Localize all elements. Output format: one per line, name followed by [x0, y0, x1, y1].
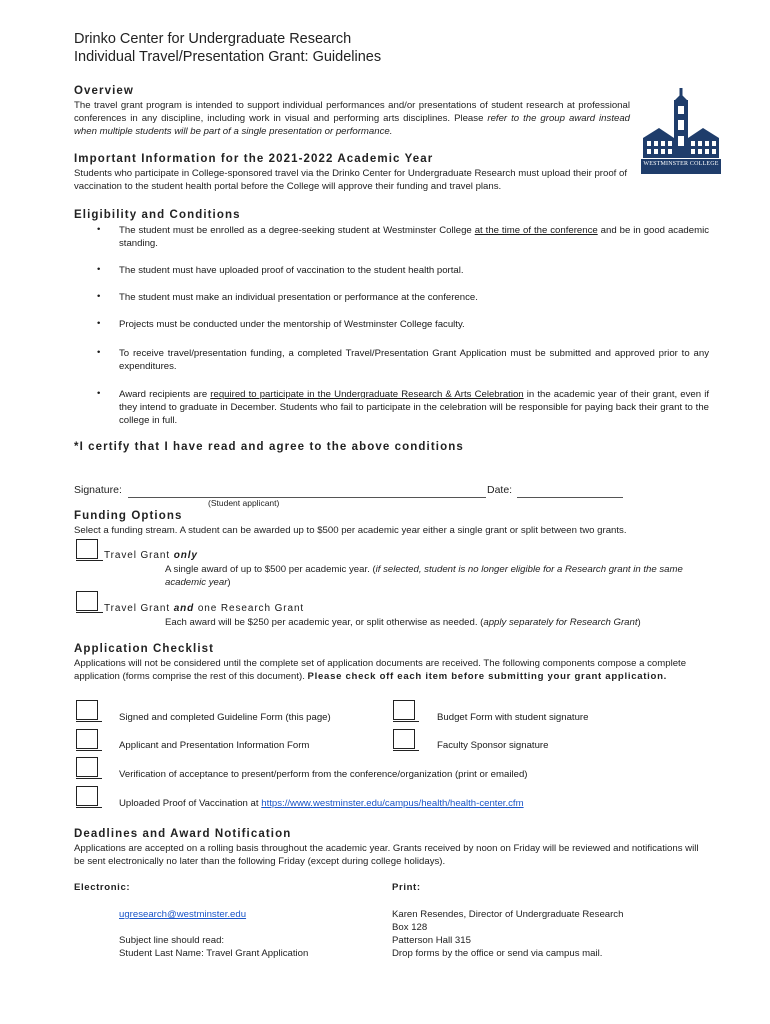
- funding-intro: Select a funding stream. A student can be awarded up to $500 per academic year either a single grant or split between two grants.: [74, 525, 627, 536]
- deadlines-heading: Deadlines and Award Notification: [74, 828, 292, 840]
- checklist-budget-checkbox[interactable]: [393, 700, 415, 720]
- eligibility-item-mentorship: Projects must be conducted under the mentorship of Westminster College faculty.: [119, 319, 465, 330]
- student-applicant-caption: (Student applicant): [208, 498, 280, 508]
- bullet-2: •: [97, 264, 101, 275]
- eligibility-item-vaccination: The student must have uploaded proof of vaccination to the student health portal.: [119, 265, 464, 276]
- date-line[interactable]: [517, 497, 623, 498]
- checklist-vaccination-label: Uploaded Proof of Vaccination at https://www.westminster.edu/campus/health/health-center.cfm: [119, 798, 524, 809]
- signature-line[interactable]: [128, 497, 486, 498]
- eligibility-item-enrolled: The student must be enrolled as a degree-seeking student at Westminster College at the time of the conference and be in good academic standing.: [119, 225, 709, 249]
- bullet-4: •: [97, 318, 101, 329]
- print-address-line-1: Karen Resendes, Director of Undergraduate Research: [392, 909, 624, 920]
- bullet-3: •: [97, 291, 101, 302]
- travel-only-checkbox[interactable]: [76, 539, 98, 559]
- print-label: Print:: [392, 882, 421, 893]
- document-title-line-1: Drinko Center for Undergraduate Research: [74, 31, 352, 47]
- print-address-line-2: Box 128: [392, 922, 428, 933]
- date-label: Date:: [487, 484, 513, 496]
- overview-heading: Overview: [74, 85, 134, 97]
- checklist-verification-checkbox[interactable]: [76, 757, 98, 777]
- checkbox-underline: [393, 750, 419, 751]
- signature-label: Signature:: [74, 484, 122, 496]
- checklist-budget-label: Budget Form with student signature: [437, 712, 589, 723]
- important-info-text: Students who participate in College-sponsored travel via the Drinko Center for Undergraduate Research must upload their proof of vaccination to the student health portal before the College will approve their funding and travel plans.: [74, 168, 628, 192]
- checkbox-underline: [76, 750, 102, 751]
- subject-line-label: Subject line should read:: [119, 935, 225, 946]
- deadlines-text: Applications are accepted on a rolling basis throughout the academic year. Grants received by noon on Friday will be reviewed and notifications will be sent electronically no later than the following Friday (except during college holidays).: [74, 843, 699, 867]
- travel-and-research-description: Each award will be $250 per academic year, or split otherwise as needed. (apply separately for Research Grant): [165, 617, 641, 628]
- funding-options-heading: Funding Options: [74, 510, 183, 522]
- checkbox-underline: [76, 560, 103, 561]
- document-title-line-2: Individual Travel/Presentation Grant: Guidelines: [74, 49, 382, 65]
- checklist-applicant-form-label: Applicant and Presentation Information Form: [119, 740, 310, 751]
- checklist-guideline-checkbox[interactable]: [76, 700, 98, 720]
- checklist-faculty-sponsor-checkbox[interactable]: [393, 729, 415, 749]
- bullet-1: •: [97, 224, 101, 235]
- travel-only-label: Travel Grant only: [104, 550, 198, 561]
- checklist-intro: Applications will not be considered until the complete set of application documents are received. The following components compose a complete application (forms comprise the rest of this document). Please check off each item before submitting your grant application.: [74, 658, 687, 682]
- checklist-verification-label: Verification of acceptance to present/perform from the conference/organization (print or emailed): [119, 769, 528, 780]
- eligibility-heading: Eligibility and Conditions: [74, 209, 241, 221]
- eligibility-item-celebration: Award recipients are required to participate in the Undergraduate Research & Arts Celebration in the academic year of their grant, even if they intend to graduate in December. Students who fail to participate in the celebration will be responsible for paying back their grant to the college in full.: [119, 389, 710, 426]
- checkbox-underline: [76, 721, 102, 722]
- bullet-6: •: [97, 388, 101, 399]
- overview-text: The travel grant program is intended to support individual performances and/or presentations of student research at professional conferences in any discipline, including work in visual and performing arts disciplines. Please refer to the group award instead when multiple students will be part of a single presentation or performance.: [74, 100, 630, 137]
- westminster-college-logo: [641, 86, 721, 174]
- checklist-faculty-sponsor-label: Faculty Sponsor signature: [437, 740, 549, 751]
- subject-line-value: Student Last Name: Travel Grant Application: [119, 948, 309, 959]
- checklist-heading: Application Checklist: [74, 643, 215, 655]
- logo-text: WESTMINSTER COLLEGE: [643, 161, 719, 167]
- travel-and-research-label: Travel Grant and one Research Grant: [104, 603, 305, 614]
- important-info-heading: Important Information for the 2021-2022 Academic Year: [74, 153, 434, 165]
- travel-only-description: A single award of up to $500 per academic year. (if selected, student is no longer eligible for a Research grant in the same academic year): [165, 564, 683, 588]
- eligibility-item-application: To receive travel/presentation funding, a completed Travel/Presentation Grant Application must be submitted and approved prior to any expenditures.: [119, 348, 709, 372]
- checkbox-underline: [76, 807, 102, 808]
- checklist-guideline-label: Signed and completed Guideline Form (this page): [119, 712, 331, 723]
- bullet-5: •: [97, 347, 101, 358]
- checkbox-underline: [76, 612, 103, 613]
- print-address-line-3: Patterson Hall 315: [392, 935, 471, 946]
- print-address-line-4: Drop forms by the office or send via campus mail.: [392, 948, 603, 959]
- checklist-vaccination-checkbox[interactable]: [76, 786, 98, 806]
- travel-and-research-checkbox[interactable]: [76, 591, 98, 611]
- electronic-label: Electronic:: [74, 882, 131, 893]
- health-center-link[interactable]: https://www.westminster.edu/campus/health/health-center.cfm: [261, 798, 524, 809]
- certify-statement: *I certify that I have read and agree to the above conditions: [74, 441, 464, 453]
- checklist-applicant-form-checkbox[interactable]: [76, 729, 98, 749]
- checkbox-underline: [393, 721, 419, 722]
- checkbox-underline: [76, 778, 102, 779]
- email-link[interactable]: ugresearch@westminster.edu: [119, 909, 247, 920]
- eligibility-item-presentation: The student must make an individual presentation or performance at the conference.: [119, 292, 478, 303]
